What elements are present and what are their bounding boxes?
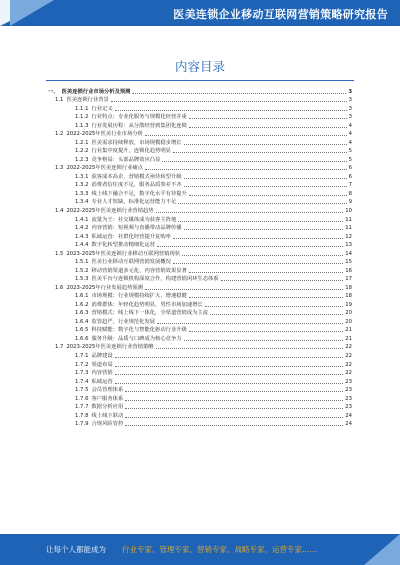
toc-entry-label: 行业集中度提升，连锁化趋势明显 xyxy=(91,148,171,155)
toc-entry-page: 4 xyxy=(348,139,352,146)
toc-entry-page: 22 xyxy=(345,361,352,368)
toc-entry-label: 医美连锁行业市场分析及预测 xyxy=(61,88,131,95)
toc-entry-label: 线上线下联动 xyxy=(91,412,124,419)
toc-entry-label: 2023-2025年医美连锁行业移动互联网营销现状 xyxy=(66,250,181,257)
toc-entry-number: 1.1.3 xyxy=(75,122,89,129)
toc-entry-number: 1.5.3 xyxy=(75,276,89,283)
toc-entry[interactable] xyxy=(48,369,352,378)
footer-tagline: 行业专家、管理专家、营销专家、战略专家、运营专家…… xyxy=(122,545,317,554)
toc-entry-number: 1.4 xyxy=(55,207,64,214)
toc-entry-number: 1.6.3 xyxy=(75,310,89,317)
toc-entry[interactable] xyxy=(48,147,352,156)
toc-entry-page: 11 xyxy=(345,216,352,223)
toc-entry[interactable] xyxy=(48,206,352,215)
toc-entry[interactable] xyxy=(48,215,352,224)
toc-entry-label: 数字化转型推动精细化运营 xyxy=(91,242,156,249)
toc-entry[interactable] xyxy=(48,386,352,395)
toc-entry-page: 3 xyxy=(348,97,352,104)
toc-entry-number: 1.1.2 xyxy=(75,114,89,121)
toc-leader-dots xyxy=(184,178,347,179)
toc-entry-number: 1.2.3 xyxy=(75,156,89,163)
toc-leader-dots xyxy=(145,169,347,170)
toc-entry-label: 合规风险管控 xyxy=(91,421,124,428)
toc-entry-number: 1.3.2 xyxy=(75,182,89,189)
toc-entry[interactable] xyxy=(48,130,352,139)
toc-entry-number: 1.4.2 xyxy=(75,225,89,232)
toc-leader-dots xyxy=(156,212,344,213)
toc-entry-number: 1.6.6 xyxy=(75,335,89,342)
toc-entry-page: 21 xyxy=(345,327,352,334)
toc-entry-label: 内容营销 xyxy=(91,370,113,377)
toc-leader-dots xyxy=(125,391,343,392)
toc-entry[interactable] xyxy=(48,249,352,258)
toc-leader-dots xyxy=(115,357,344,358)
page-header xyxy=(0,0,400,26)
toc-entry-number: 1.7.1 xyxy=(75,353,89,359)
toc-entry[interactable] xyxy=(48,181,352,190)
toc-entry[interactable] xyxy=(48,113,352,122)
toc-entry-page: 20 xyxy=(345,318,352,325)
toc-entry-label: 2022-2025年医美连锁行业痛点 xyxy=(66,165,143,172)
toc-leader-dots xyxy=(173,238,343,239)
toc-entry-number: 1.7.6 xyxy=(75,395,89,402)
toc-entry-label: 市场规模：行业规模持续扩大，增速稳健 xyxy=(91,293,187,300)
toc-leader-dots xyxy=(115,383,344,384)
toc-entry-page: 3 xyxy=(348,105,352,112)
toc-entry[interactable] xyxy=(48,87,352,96)
toc-entry-page: 16 xyxy=(345,267,352,274)
toc-entry-number: 1.7.8 xyxy=(75,412,89,419)
toc-entry[interactable] xyxy=(48,198,352,207)
toc-entry-number: 1.4.3 xyxy=(75,233,89,240)
toc-entry[interactable] xyxy=(48,258,352,267)
toc-entry-label: 竞争格局：头部品牌效应凸显 xyxy=(91,156,161,163)
toc-entry[interactable] xyxy=(48,189,352,198)
toc-leader-dots xyxy=(184,340,344,341)
toc-entry-label: 行业发展历程：从分散经营到集团化连锁 xyxy=(91,122,187,129)
toc-entry[interactable] xyxy=(48,96,352,105)
toc-entry-page: 5 xyxy=(348,156,352,163)
toc-entry-page: 5 xyxy=(348,148,352,155)
toc-entry[interactable] xyxy=(48,309,352,318)
toc-entry-page: 24 xyxy=(345,412,352,419)
toc-entry-label: 医美连锁行业背景 xyxy=(66,97,109,104)
toc-entry-page: 17 xyxy=(345,276,352,283)
toc-entry-label: 数据分析应用 xyxy=(91,404,124,411)
toc-entry-label: 行业定义 xyxy=(91,105,113,112)
toc-entry-page: 23 xyxy=(345,387,352,394)
toc-entry[interactable] xyxy=(48,224,352,233)
toc-leader-dots xyxy=(189,297,343,298)
toc-entry-page: 4 xyxy=(348,122,352,129)
toc-entry-page: 12 xyxy=(345,233,352,240)
toc-entry-label: 2022-2025年医美连锁行业营销趋势 xyxy=(66,207,154,214)
toc-leader-dots xyxy=(125,408,343,409)
toc-entry-label: 获客成本高企，营销模式亟待转型升级 xyxy=(91,173,182,180)
toc-entry-number: 1.2.1 xyxy=(75,139,89,146)
toc-leader-dots xyxy=(157,246,343,247)
toc-leader-dots xyxy=(157,323,343,324)
toc-entry[interactable] xyxy=(48,164,352,173)
toc-entry-page: 23 xyxy=(345,404,352,411)
page-footer xyxy=(0,534,400,565)
toc-entry-page: 13 xyxy=(345,242,352,249)
toc-entry-number: 1.6.1 xyxy=(75,293,89,300)
toc-entry[interactable] xyxy=(48,317,352,326)
report-title: 医美连锁企业移动互联网营销策略研究报告 xyxy=(173,8,388,21)
toc-entry-number: 1.6.4 xyxy=(75,318,89,325)
toc-entry[interactable] xyxy=(48,138,352,147)
toc-leader-dots xyxy=(189,272,343,273)
toc-entry-number: 1.2 xyxy=(55,131,64,138)
toc-entry-page: 20 xyxy=(345,310,352,317)
toc-entry[interactable] xyxy=(48,326,352,335)
toc-leader-dots xyxy=(115,374,344,375)
toc-leader-dots xyxy=(162,161,346,162)
toc-entry-number: 1.1.1 xyxy=(75,105,89,112)
toc-entry-label: 移动营销渠道多元化，内容营销效果显著 xyxy=(91,267,187,274)
toc-title: 内容目录 xyxy=(174,59,225,74)
toc-entry-number: 1.7 xyxy=(55,344,64,351)
toc-entry-label: 监管趋严，行业规范化发展 xyxy=(91,318,156,325)
toc-entry-label: 内容营销：短视频与直播带动品牌传播 xyxy=(91,225,182,232)
table-of-contents xyxy=(48,87,352,428)
toc-leader-dots xyxy=(173,152,347,153)
toc-divider xyxy=(46,80,354,81)
toc-entry[interactable] xyxy=(48,343,352,352)
toc-leader-dots xyxy=(173,263,343,264)
toc-entry[interactable] xyxy=(48,155,352,164)
toc-entry-number: 1.7.7 xyxy=(75,404,89,411)
toc-entry-label: 私域运营 xyxy=(91,378,113,385)
toc-entry-label: 2022-2025年医美行业市场分析 xyxy=(66,131,143,138)
toc-entry-page: 14 xyxy=(345,250,352,257)
toc-entry-page: 6 xyxy=(348,165,352,172)
toc-entry-page: 19 xyxy=(345,301,352,308)
toc-entry[interactable] xyxy=(48,283,352,292)
toc-leader-dots xyxy=(125,425,343,426)
toc-entry-number: 1.5 xyxy=(55,250,64,257)
toc-entry-label: 会员管理体系 xyxy=(91,387,124,394)
toc-entry-page: 3 xyxy=(348,114,352,121)
toc-entry-number: 一、 xyxy=(48,88,59,95)
toc-entry-page: 22 xyxy=(345,353,352,359)
toc-leader-dots xyxy=(221,280,344,281)
toc-entry-label: 医美行业移动互联网营销发展概况 xyxy=(91,259,171,266)
toc-entry-number: 1.4.4 xyxy=(75,242,89,249)
toc-entry-page: 15 xyxy=(345,259,352,266)
toc-entry-number: 1.7.9 xyxy=(75,421,89,428)
toc-entry-label: 服务升级：品质与口碑成为核心竞争力 xyxy=(91,335,182,342)
toc-leader-dots xyxy=(145,135,347,136)
toc-leader-dots xyxy=(125,417,343,418)
toc-entry[interactable] xyxy=(48,104,352,113)
toc-leader-dots xyxy=(189,195,347,196)
toc-leader-dots xyxy=(184,186,347,187)
toc-leader-dots xyxy=(145,289,343,290)
toc-entry-page: 11 xyxy=(345,225,352,232)
toc-entry-number: 1.3 xyxy=(55,165,64,172)
toc-entry-label: 营销模式：线上线下一体化，全渠道营销成为主流 xyxy=(91,310,209,317)
toc-entry-label: 行业特点：专业化服务与规模化经营并重 xyxy=(91,114,187,121)
toc-entry[interactable] xyxy=(48,232,352,241)
toc-entry-label: 消费群体：年轻化趋势明显，男性市场加速增长 xyxy=(91,301,203,308)
toc-leader-dots xyxy=(111,101,347,102)
toc-entry-number: 1.6.2 xyxy=(75,301,89,308)
toc-entry-number: 1.7.5 xyxy=(75,387,89,394)
toc-leader-dots xyxy=(184,229,344,230)
toc-entry-label: 2023-2025年医美连锁行业营销策略 xyxy=(66,344,154,351)
toc-entry-number: 1.3.1 xyxy=(75,173,89,180)
toc-leader-dots xyxy=(156,348,344,349)
toc-entry-label: 客户服务体系 xyxy=(91,395,124,402)
toc-entry-page: 9 xyxy=(348,199,352,206)
toc-entry-page: 7 xyxy=(348,182,352,189)
toc-entry-number: 1.4.1 xyxy=(75,216,89,223)
toc-leader-dots xyxy=(115,110,347,111)
toc-entry-number: 1.2.2 xyxy=(75,148,89,155)
toc-entry-label: 专业人才短缺，标准化运营能力不足 xyxy=(91,199,177,206)
toc-leader-dots xyxy=(205,306,344,307)
toc-entry-number: 1.6 xyxy=(55,284,64,291)
toc-entry-page: 24 xyxy=(345,421,352,428)
toc-entry-page: 23 xyxy=(345,395,352,402)
toc-entry[interactable] xyxy=(48,334,352,343)
toc-entry-page: 23 xyxy=(345,378,352,385)
toc-entry-page: 22 xyxy=(345,370,352,377)
toc-entry-number: 1.5.1 xyxy=(75,259,89,266)
toc-entry-label: 科技赋能：数字化与智能化驱动行业升级 xyxy=(91,327,187,334)
toc-entry[interactable] xyxy=(48,411,352,420)
toc-entry-number: 1.7.3 xyxy=(75,370,89,377)
toc-entry[interactable] xyxy=(48,377,352,386)
toc-leader-dots xyxy=(184,144,347,145)
toc-entry-label: 渠道布局 xyxy=(91,361,113,368)
header-wedge-accent xyxy=(10,0,54,26)
toc-leader-dots xyxy=(125,400,343,401)
toc-entry-label: 品牌建设 xyxy=(91,353,113,359)
toc-entry-label: 流量为王：社交媒体成为获客主阵地 xyxy=(91,216,177,223)
toc-entry-page: 18 xyxy=(345,293,352,300)
toc-entry-number: 1.3.3 xyxy=(75,190,89,197)
toc-entry-page: 10 xyxy=(345,207,352,214)
toc-entry[interactable] xyxy=(48,172,352,181)
toc-entry-number: 1.1 xyxy=(55,97,64,104)
toc-entry-page: 18 xyxy=(345,284,352,291)
toc-entry-label: 2023-2025年行业发展趋势预测 xyxy=(66,284,143,291)
toc-leader-dots xyxy=(132,93,346,94)
toc-entry-page: 21 xyxy=(345,335,352,342)
toc-entry-number: 1.3.4 xyxy=(75,199,89,206)
toc-entry[interactable] xyxy=(48,266,352,275)
toc-entry-label: 私域运营：社群化经营提升复购率 xyxy=(91,233,171,240)
toc-entry[interactable] xyxy=(48,360,352,369)
toc-entry-page: 3 xyxy=(348,88,352,95)
toc-leader-dots xyxy=(182,255,343,256)
toc-entry-page: 22 xyxy=(345,344,352,351)
toc-leader-dots xyxy=(189,331,343,332)
toc-entry-number: 1.5.2 xyxy=(75,267,89,274)
toc-entry-page: 6 xyxy=(348,173,352,180)
toc-entry[interactable] xyxy=(48,292,352,301)
toc-entry[interactable] xyxy=(48,351,352,360)
toc-entry-page: 4 xyxy=(348,131,352,138)
toc-entry[interactable] xyxy=(48,121,352,130)
toc-leader-dots xyxy=(115,366,344,367)
toc-entry-number: 1.6.5 xyxy=(75,327,89,334)
toc-entry-label: 线上线下融合不足，数字化水平有待提升 xyxy=(91,190,187,197)
toc-leader-dots xyxy=(189,118,347,119)
toc-entry-label: 医美需求持续释放，市场规模稳步增长 xyxy=(91,139,182,146)
toc-entry[interactable] xyxy=(48,403,352,412)
toc-entry-number: 1.7.4 xyxy=(75,378,89,385)
toc-entry[interactable] xyxy=(48,394,352,403)
toc-entry-page: 8 xyxy=(348,190,352,197)
toc-entry-label: 消费者信任度不足，服务品质参差不齐 xyxy=(91,182,182,189)
toc-entry[interactable] xyxy=(48,275,352,284)
toc-leader-dots xyxy=(178,203,346,204)
toc-entry-label: 医美平台与连锁机构深度合作，构建营销闭环生态体系 xyxy=(91,276,219,283)
toc-entry[interactable] xyxy=(48,300,352,309)
toc-entry-number: 1.7.2 xyxy=(75,361,89,368)
toc-entry[interactable] xyxy=(48,241,352,250)
toc-entry[interactable] xyxy=(48,420,352,429)
toc-leader-dots xyxy=(178,221,343,222)
toc-leader-dots xyxy=(210,314,343,315)
toc-leader-dots xyxy=(189,127,347,128)
footer-wedge-accent xyxy=(364,534,400,565)
footer-slogan: 让每个人都能成为 xyxy=(46,545,106,554)
